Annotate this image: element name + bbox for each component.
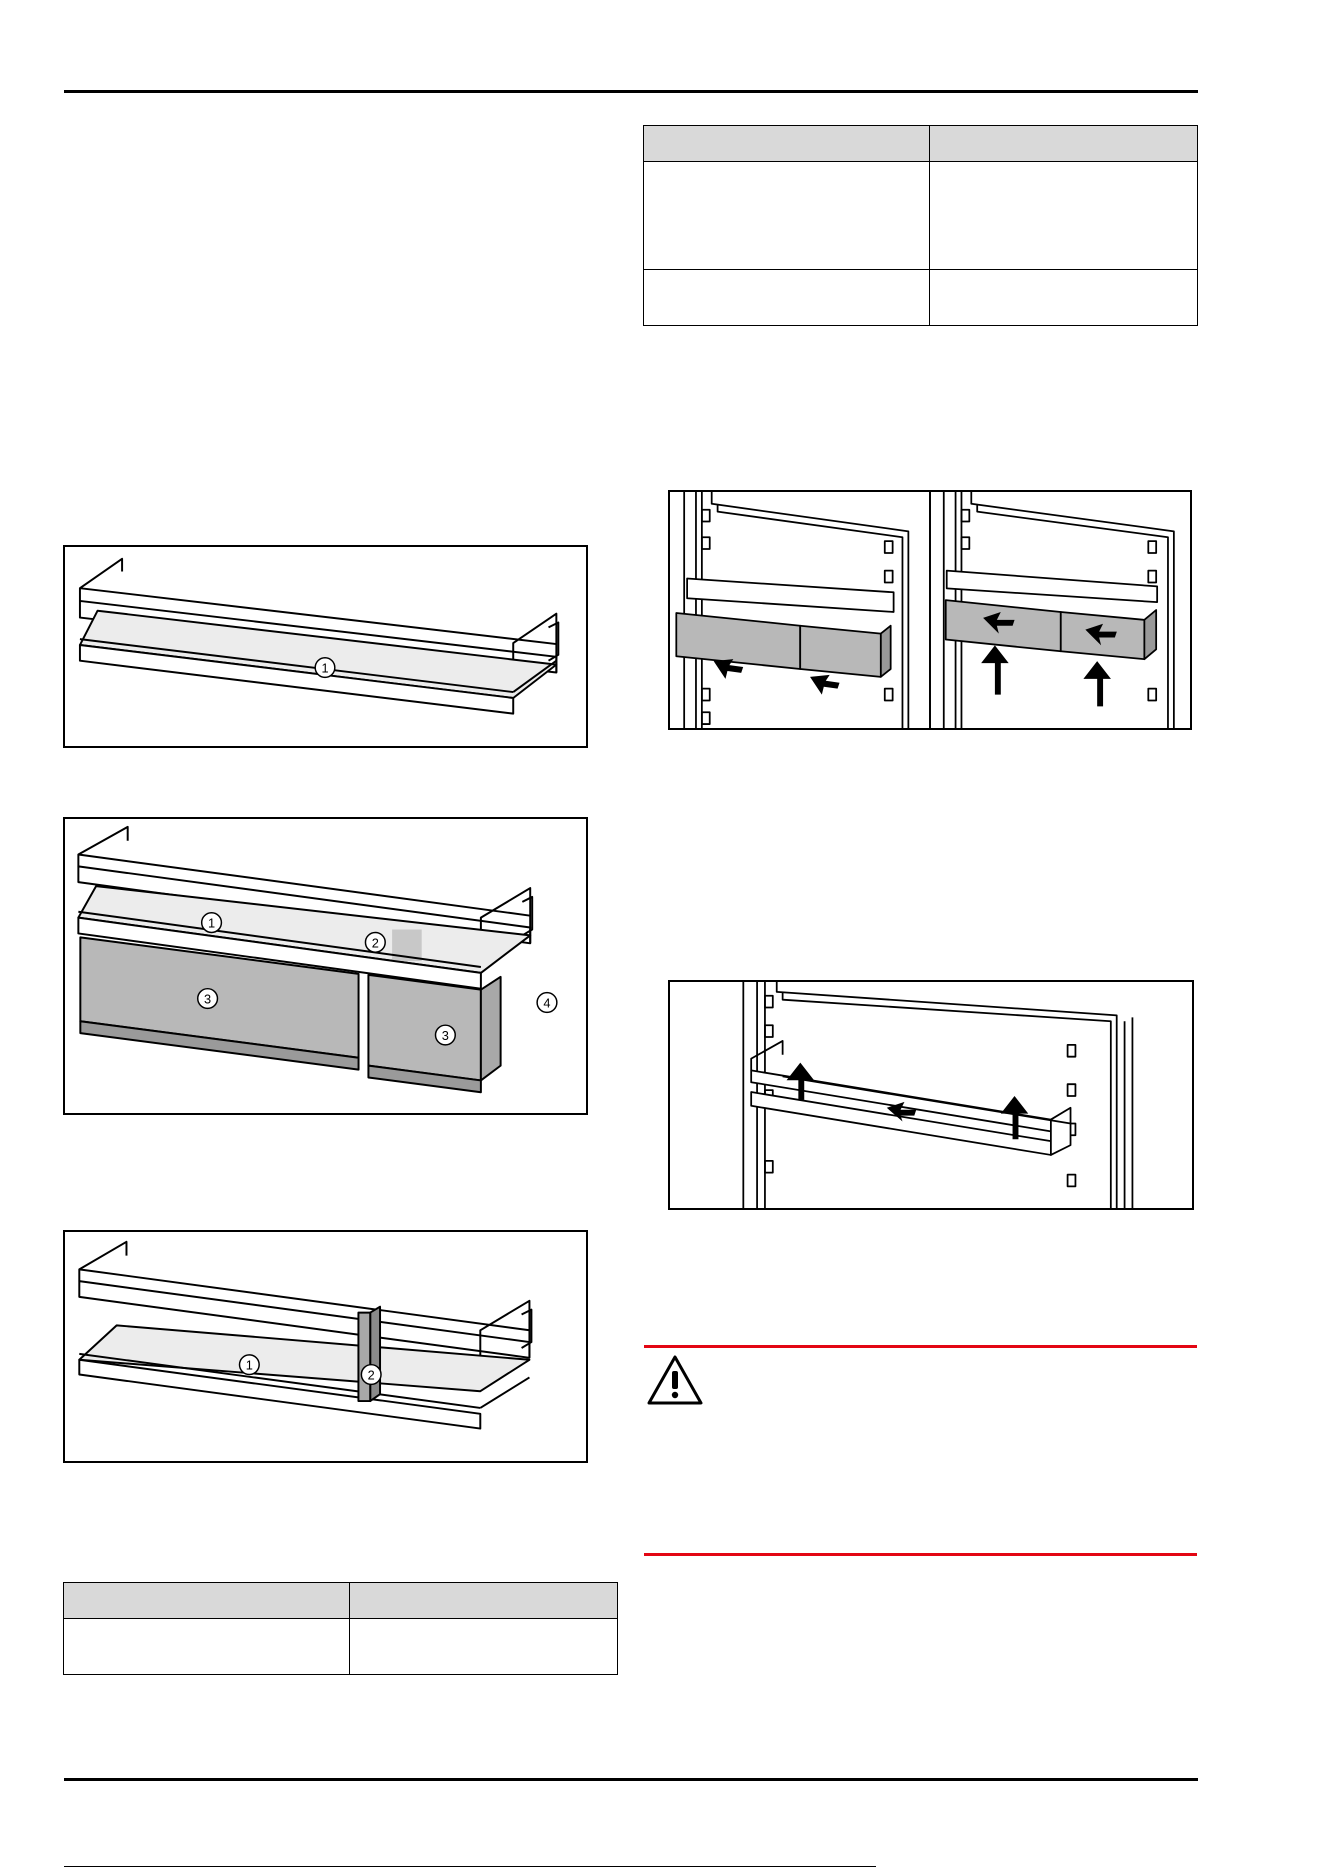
page-bottom-line bbox=[64, 1866, 876, 1867]
callout-holder bbox=[537, 993, 557, 1013]
figure-shelf-with-drawers bbox=[63, 817, 588, 1115]
table-cell bbox=[350, 1619, 618, 1675]
svg-text:2: 2 bbox=[367, 1367, 375, 1383]
left-table bbox=[63, 1582, 618, 1675]
table-row bbox=[64, 1619, 618, 1675]
table-row bbox=[644, 270, 1198, 326]
callout-divider bbox=[361, 1365, 381, 1385]
figure-door-shelf bbox=[63, 545, 588, 748]
figure-remove-drawers bbox=[668, 490, 1192, 730]
remove-drawers-illustration bbox=[670, 492, 1190, 728]
table-row bbox=[644, 162, 1198, 270]
warning-top-rule bbox=[644, 1345, 1197, 1348]
table-cell bbox=[930, 270, 1198, 326]
table-cell bbox=[644, 270, 930, 326]
table-header-cell bbox=[64, 1583, 350, 1619]
figure-shelf-with-divider bbox=[63, 1230, 588, 1463]
svg-text:3: 3 bbox=[204, 991, 212, 1007]
door-shelf-illustration bbox=[65, 547, 586, 746]
table-header-row bbox=[64, 1583, 618, 1619]
footer-rule bbox=[64, 1778, 1198, 1781]
svg-text:1: 1 bbox=[321, 660, 329, 676]
callout-divider bbox=[365, 932, 385, 952]
callout-drawer-left bbox=[198, 989, 218, 1009]
callout-shelf bbox=[240, 1355, 260, 1375]
warning-triangle-icon bbox=[646, 1354, 704, 1406]
right-table bbox=[643, 125, 1198, 326]
warning-bottom-rule bbox=[644, 1553, 1197, 1556]
table-header-cell bbox=[930, 126, 1198, 162]
callout-shelf bbox=[202, 913, 222, 933]
table-header-cell bbox=[350, 1583, 618, 1619]
svg-text:3: 3 bbox=[441, 1027, 449, 1043]
door-shelf-drawers-illustration bbox=[65, 819, 586, 1113]
svg-text:2: 2 bbox=[371, 935, 379, 951]
table-cell bbox=[64, 1619, 350, 1675]
header-rule bbox=[64, 90, 1198, 93]
table-cell bbox=[644, 162, 930, 270]
svg-text:1: 1 bbox=[207, 915, 216, 931]
figure-remove-shelf bbox=[668, 980, 1194, 1210]
callout-1 bbox=[315, 658, 335, 678]
table-cell bbox=[930, 162, 1198, 270]
remove-shelf-illustration bbox=[670, 982, 1192, 1208]
svg-text:1: 1 bbox=[245, 1357, 253, 1373]
svg-text:4: 4 bbox=[543, 995, 551, 1011]
table-header-row bbox=[644, 126, 1198, 162]
callout-drawer-right bbox=[436, 1025, 456, 1045]
table-header-cell bbox=[644, 126, 930, 162]
door-shelf-divider-illustration bbox=[65, 1232, 586, 1461]
